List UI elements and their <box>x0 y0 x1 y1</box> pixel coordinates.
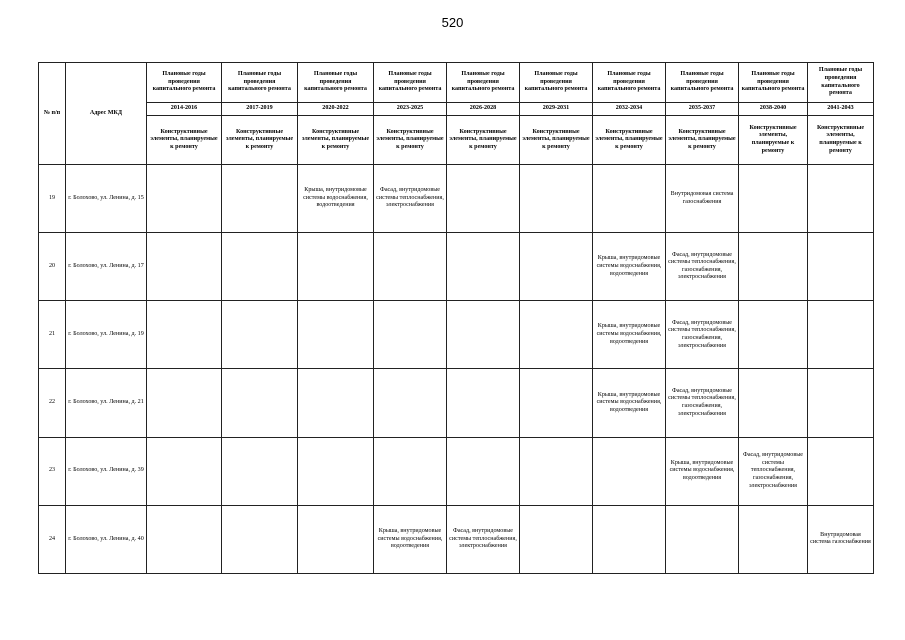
table-cell <box>520 369 593 437</box>
table-cell <box>147 233 222 301</box>
header-plan-years: Плановые годы проведения капитального ремонта <box>520 63 593 103</box>
table-cell: Крыша, внутридомовые системы водоснабжения, водоотведения <box>374 505 447 573</box>
row-number: 24 <box>39 505 66 573</box>
header-elements: Конструктивные элементы, планируемые к ремонту <box>593 116 666 165</box>
table-row <box>39 505 874 573</box>
table-cell <box>739 301 808 369</box>
header-period: 2017-2019 <box>222 103 298 116</box>
header-period: 2026-2028 <box>447 103 520 116</box>
page-number: 520 <box>441 15 464 30</box>
table-cell: Фасад, внутридомовые системы теплоснабжения, газоснабжения, электроснабжения <box>666 233 739 301</box>
table-cell: Фасад, внутридомовые системы теплоснабжения, газоснабжения, электроснабжения <box>666 369 739 437</box>
table-cell <box>447 369 520 437</box>
header-elements: Конструктивные элементы, планируемые к ремонту <box>222 116 298 165</box>
header-plan-years: Плановые годы проведения капитального ремонта <box>808 63 874 103</box>
header-period: 2035-2037 <box>666 103 739 116</box>
table-cell <box>298 233 374 301</box>
capital-repair-table <box>38 62 874 574</box>
row-address: г. Болохово, ул. Ленина, д. 40 <box>66 505 147 573</box>
table-row <box>39 301 874 369</box>
table-cell <box>222 233 298 301</box>
header-elements: Конструктивные элементы, планируемые к ремонту <box>298 116 374 165</box>
table-cell: Крыша, внутридомовые системы водоснабжения, водоотведения <box>666 437 739 505</box>
header-period: 2023-2025 <box>374 103 447 116</box>
table-cell <box>147 505 222 573</box>
table-cell <box>374 369 447 437</box>
header-elements: Конструктивные элементы, планируемые к ремонту <box>147 116 222 165</box>
row-address: г. Болохово, ул. Ленина, д. 21 <box>66 369 147 437</box>
header-plan-years: Плановые годы проведения капитального ремонта <box>298 63 374 103</box>
table-cell <box>447 437 520 505</box>
table-cell <box>593 505 666 573</box>
table-cell: Внутридомовая система газоснабжения <box>808 505 874 573</box>
table-cell <box>222 437 298 505</box>
table-cell <box>447 165 520 233</box>
row-number: 22 <box>39 369 66 437</box>
row-address: г. Болохово, ул. Ленина, д. 15 <box>66 165 147 233</box>
header-plan-years: Плановые годы проведения капитального ремонта <box>666 63 739 103</box>
header-elements: Конструктивные элементы, планируемые к ремонту <box>374 116 447 165</box>
header-row-periods <box>39 103 874 116</box>
header-elements: Конструктивные элементы, планируемые к ремонту <box>739 116 808 165</box>
table-cell <box>147 369 222 437</box>
header-plan-years: Плановые годы проведения капитального ремонта <box>374 63 447 103</box>
table-cell <box>447 301 520 369</box>
header-period: 2014-2016 <box>147 103 222 116</box>
table-cell <box>593 165 666 233</box>
table-cell: Фасад, внутридомовые системы теплоснабжения, газоснабжения, электроснабжения <box>666 301 739 369</box>
table-cell: Внутридомовая система газоснабжения <box>666 165 739 233</box>
row-number: 21 <box>39 301 66 369</box>
table-cell <box>593 437 666 505</box>
row-number: 23 <box>39 437 66 505</box>
table-cell <box>520 437 593 505</box>
table-cell: Крыша, внутридомовые системы водоснабжения, водоотведения <box>593 301 666 369</box>
table-cell <box>222 165 298 233</box>
table-cell <box>147 165 222 233</box>
header-elements: Конструктивные элементы, планируемые к ремонту <box>808 116 874 165</box>
table-row <box>39 165 874 233</box>
table-cell <box>666 505 739 573</box>
table-cell <box>808 301 874 369</box>
table-cell <box>520 165 593 233</box>
table-cell <box>520 505 593 573</box>
table-cell <box>739 165 808 233</box>
table-cell <box>298 505 374 573</box>
table-cell: Фасад, внутридомовые системы теплоснабжения, электроснабжения <box>447 505 520 573</box>
table-cell <box>222 369 298 437</box>
header-period: 2020-2022 <box>298 103 374 116</box>
header-period: 2038-2040 <box>739 103 808 116</box>
table-cell <box>808 165 874 233</box>
header-plan-years: Плановые годы проведения капитального ремонта <box>593 63 666 103</box>
row-address: г. Болохово, ул. Ленина, д. 19 <box>66 301 147 369</box>
header-plan-years: Плановые годы проведения капитального ремонта <box>447 63 520 103</box>
header-period: 2041-2043 <box>808 103 874 116</box>
table-cell <box>147 301 222 369</box>
table-row <box>39 369 874 437</box>
header-period: 2029-2031 <box>520 103 593 116</box>
row-address: г. Болохово, ул. Ленина, д. 17 <box>66 233 147 301</box>
table-cell <box>374 437 447 505</box>
table-cell <box>808 233 874 301</box>
table-cell <box>739 505 808 573</box>
table-cell <box>374 301 447 369</box>
table-cell <box>808 437 874 505</box>
table-cell: Крыша, внутридомовые системы водоснабжения, водоотведения <box>298 165 374 233</box>
table-cell <box>739 233 808 301</box>
table-cell <box>298 437 374 505</box>
table-cell <box>520 301 593 369</box>
header-row-number: № п/п <box>39 63 66 165</box>
header-plan-years: Плановые годы проведения капитального ремонта <box>739 63 808 103</box>
header-address: Адрес МКД <box>66 63 147 165</box>
table-cell <box>298 301 374 369</box>
header-elements: Конструктивные элементы, планируемые к ремонту <box>666 116 739 165</box>
row-number: 19 <box>39 165 66 233</box>
table-cell <box>374 233 447 301</box>
table-cell <box>520 233 593 301</box>
table-cell <box>739 369 808 437</box>
table-cell <box>447 233 520 301</box>
table-cell <box>222 505 298 573</box>
table-row <box>39 233 874 301</box>
table-cell: Крыша, внутридомовые системы водоснабжения, водоотведения <box>593 369 666 437</box>
table-cell <box>808 369 874 437</box>
table-cell <box>222 301 298 369</box>
table-row <box>39 437 874 505</box>
table-cell: Фасад, внутридомовые системы теплоснабжения, газоснабжения, электроснабжения <box>739 437 808 505</box>
table-cell <box>298 369 374 437</box>
header-plan-years: Плановые годы проведения капитального ремонта <box>147 63 222 103</box>
table-cell: Крыша, внутридомовые системы водоснабжения, водоотведения <box>593 233 666 301</box>
row-address: г. Болохово, ул. Ленина, д. 39 <box>66 437 147 505</box>
header-plan-years: Плановые годы проведения капитального ремонта <box>222 63 298 103</box>
table-cell: Фасад, внутридомовые системы теплоснабжения, электроснабжения <box>374 165 447 233</box>
header-elements: Конструктивные элементы, планируемые к ремонту <box>520 116 593 165</box>
header-row-elements <box>39 116 874 165</box>
header-row-plan <box>39 63 874 103</box>
row-number: 20 <box>39 233 66 301</box>
header-elements: Конструктивные элементы, планируемые к ремонту <box>447 116 520 165</box>
header-period: 2032-2034 <box>593 103 666 116</box>
table-cell <box>147 437 222 505</box>
